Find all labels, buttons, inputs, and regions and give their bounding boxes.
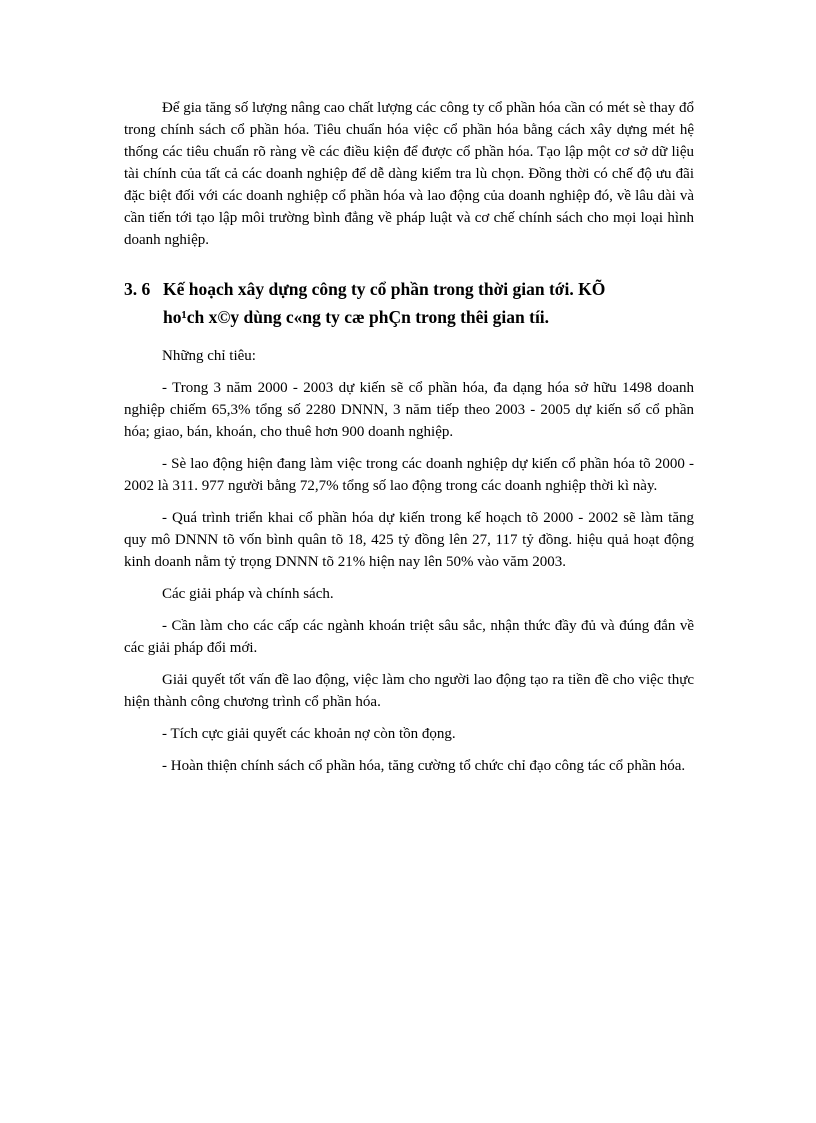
body-paragraph-solution-2: Giải quyết tốt vấn đề lao động, việc làm cho người lao động tạo ra tiền đề cho việc thực hiện thành công chương trình cổ phần hóa. (124, 672, 694, 710)
body-paragraph-solution-3: - Tích cực giải quyết các khoản nợ còn tồn đọng. (162, 726, 456, 742)
section-heading (124, 275, 694, 331)
section-title-line-1: Kế hoạch xây dựng công ty cổ phần trong thời gian tới. KÕ (163, 279, 606, 299)
section-number: 3. 6 (124, 279, 151, 299)
body-paragraph-target-3: - Quá trình triển khai cổ phần hóa dự kiến trong kế hoạch tõ 2000 - 2002 sẽ làm tăng quy mô DNNN tõ vốn bình quân tõ 18, 425 tỷ đồng lên 27, 117 tỷ đồng. hiệu quả hoạt động kinh doanh nằm tỷ trọng DNNN tõ 21% hiện nay lên 50% vào văm 2003. (124, 510, 694, 570)
body-paragraph-solution-1: - Cần làm cho các cấp các ngành khoán triệt sâu sắc, nhận thức đầy đủ và đúng đắn về các giải pháp đổi mới. (124, 618, 694, 656)
intro-paragraph: Để gia tăng số lượng nâng cao chất lượng các công ty cổ phần hóa cần có mét sè thay đổ trong chính sách cổ phần hóa. Tiêu chuẩn hóa việc cổ phần hóa bằng cách xây dựng mét hệ thống các tiêu chuẩn rõ ràng về các điều kiện để được cổ phần hóa. Tạo lập một cơ sở dữ liệu tài chính của tất cả các doanh nghiệp để dễ dàng kiểm tra lù chọn. Đồng thời có chế độ ưu đãi đặc biệt đối với các doanh nghiệp cổ phần hóa và lao động của doanh nghiệp đó, về lâu dài và cần tiến tới tạo lập môi trường bình đẳng về pháp luật và cơ chế chính sách cho mọi loại hình doanh nghiệp. (124, 100, 694, 248)
section-title-line-2: ho¹ch x©y dùng c«ng ty cæ phÇn trong thêi gian tíi. (163, 307, 550, 327)
body-paragraph-target-2: - Sè lao động hiện đang làm việc trong các doanh nghiệp dự kiến cổ phần hóa tõ 2000 - 2002 là 311. 977 người bằng 72,7% tổng số lao động trong các doanh nghiệp thời kì này. (124, 456, 694, 494)
body-paragraph-solution-4: - Hoàn thiện chính sách cổ phần hóa, tăng cường tổ chức chỉ đạo công tác cổ phần hóa. (162, 758, 686, 774)
body-paragraph-target-1: - Trong 3 năm 2000 - 2003 dự kiến sẽ cổ phần hóa, đa dạng hóa sở hữu 1498 doanh nghiệp chiếm 65,3% tổng số 2280 DNNN, 3 năm tiếp theo 2003 - 2005 dự kiến số cổ phần hóa; giao, bán, khoán, cho thuê hơn 900 doanh nghiệp. (124, 380, 694, 440)
body-paragraph-targets-label: Những chỉ tiêu: (162, 348, 256, 364)
body-paragraph-solutions-label: Các giải pháp và chính sách. (162, 586, 334, 602)
